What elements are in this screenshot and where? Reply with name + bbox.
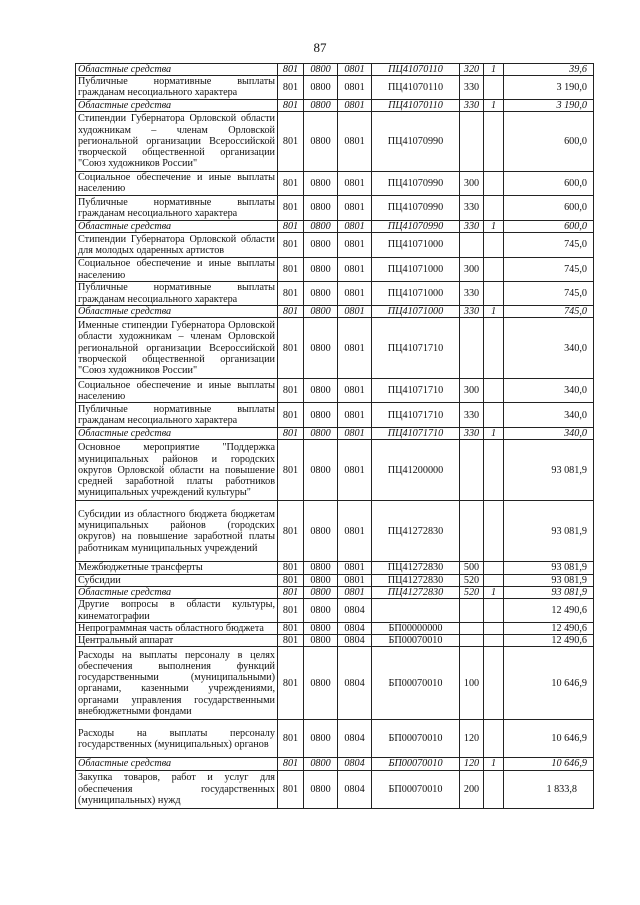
row-target-article-cell: БП00070010 xyxy=(372,720,460,758)
row-source-cell xyxy=(484,574,504,586)
row-name-cell: Расходы на выплаты персоналу государственных (муниципальных) органов xyxy=(76,720,278,758)
table-row xyxy=(76,76,594,99)
row-subsection-cell: 0801 xyxy=(338,428,372,440)
table-row xyxy=(76,111,594,171)
row-grbs-cell: 801 xyxy=(278,501,304,562)
row-source-cell xyxy=(484,623,504,635)
row-subsection-cell: 0801 xyxy=(338,562,372,574)
row-amount-cell: 600,0 xyxy=(504,220,594,232)
row-grbs-cell: 801 xyxy=(278,306,304,318)
row-expense-type-cell: 330 xyxy=(460,306,484,318)
row-source-cell: 1 xyxy=(484,220,504,232)
row-amount-cell: 93 081,9 xyxy=(504,562,594,574)
row-section-cell: 0800 xyxy=(304,282,338,306)
row-section-cell: 0800 xyxy=(304,586,338,598)
row-subsection-cell: 0801 xyxy=(338,282,372,306)
budget-table-body xyxy=(76,64,594,809)
table-row xyxy=(76,233,594,258)
row-subsection-cell: 0801 xyxy=(338,306,372,318)
row-subsection-cell: 0801 xyxy=(338,379,372,403)
row-name-cell: Социальное обеспечение и иные выплаты населению xyxy=(76,171,278,195)
row-source-cell xyxy=(484,111,504,171)
row-amount-cell: 10 646,9 xyxy=(504,758,594,770)
row-amount-cell: 600,0 xyxy=(504,195,594,220)
row-section-cell: 0800 xyxy=(304,76,338,99)
row-target-article-cell: ПЦ41071710 xyxy=(372,379,460,403)
row-expense-type-cell: 200 xyxy=(460,770,484,808)
row-expense-type-cell xyxy=(460,318,484,379)
row-grbs-cell: 801 xyxy=(278,562,304,574)
row-name-cell: Областные средства xyxy=(76,220,278,232)
row-name-cell: Областные средства xyxy=(76,99,278,111)
row-section-cell: 0800 xyxy=(304,758,338,770)
table-row xyxy=(76,258,594,282)
row-subsection-cell: 0804 xyxy=(338,635,372,647)
row-target-article-cell: БП00070010 xyxy=(372,770,460,808)
row-grbs-cell: 801 xyxy=(278,171,304,195)
row-section-cell: 0800 xyxy=(304,99,338,111)
row-amount-cell: 93 081,9 xyxy=(504,586,594,598)
table-row xyxy=(76,171,594,195)
row-source-cell xyxy=(484,282,504,306)
row-source-cell: 1 xyxy=(484,64,504,76)
row-name-cell: Стипендии Губернатора Орловской области для молодых одаренных артистов xyxy=(76,233,278,258)
row-name-cell: Именные стипендии Губернатора Орловской области художникам – членам Орловской региональной организации Всероссийской творческой общественной организации "Союз художников России" xyxy=(76,318,278,379)
row-subsection-cell: 0801 xyxy=(338,440,372,501)
row-expense-type-cell: 500 xyxy=(460,562,484,574)
row-name-cell: Публичные нормативные выплаты гражданам несоциального характера xyxy=(76,403,278,428)
row-section-cell: 0800 xyxy=(304,258,338,282)
row-grbs-cell: 801 xyxy=(278,379,304,403)
row-source-cell: 1 xyxy=(484,428,504,440)
row-expense-type-cell xyxy=(460,635,484,647)
row-source-cell xyxy=(484,501,504,562)
row-target-article-cell: БП00070010 xyxy=(372,758,460,770)
row-source-cell xyxy=(484,76,504,99)
row-grbs-cell: 801 xyxy=(278,770,304,808)
row-amount-cell: 745,0 xyxy=(504,282,594,306)
row-section-cell: 0800 xyxy=(304,501,338,562)
row-expense-type-cell: 330 xyxy=(460,282,484,306)
row-expense-type-cell: 320 xyxy=(460,64,484,76)
row-subsection-cell: 0801 xyxy=(338,574,372,586)
row-target-article-cell: ПЦ41272830 xyxy=(372,586,460,598)
row-expense-type-cell: 300 xyxy=(460,258,484,282)
row-grbs-cell: 801 xyxy=(278,758,304,770)
table-row xyxy=(76,99,594,111)
row-source-cell xyxy=(484,233,504,258)
row-name-cell: Социальное обеспечение и иные выплаты населению xyxy=(76,258,278,282)
row-source-cell xyxy=(484,770,504,808)
row-amount-cell: 340,0 xyxy=(504,403,594,428)
row-subsection-cell: 0801 xyxy=(338,64,372,76)
row-source-cell xyxy=(484,647,504,720)
row-name-cell: Областные средства xyxy=(76,758,278,770)
budget-table xyxy=(75,63,594,809)
row-expense-type-cell: 520 xyxy=(460,574,484,586)
row-section-cell: 0800 xyxy=(304,64,338,76)
row-source-cell xyxy=(484,562,504,574)
row-target-article-cell: ПЦ41071710 xyxy=(372,318,460,379)
row-expense-type-cell xyxy=(460,501,484,562)
row-name-cell: Субсидии из областного бюджета бюджетам муниципальных районов (городских округов) на повышение заработной платы работникам муниципальных учреждений xyxy=(76,501,278,562)
row-grbs-cell: 801 xyxy=(278,233,304,258)
row-source-cell: 1 xyxy=(484,306,504,318)
row-subsection-cell: 0801 xyxy=(338,501,372,562)
row-amount-cell: 12 490,6 xyxy=(504,623,594,635)
row-name-cell: Непрограммная часть областного бюджета xyxy=(76,623,278,635)
row-target-article-cell: ПЦ41070990 xyxy=(372,220,460,232)
row-source-cell xyxy=(484,171,504,195)
table-row xyxy=(76,574,594,586)
row-section-cell: 0800 xyxy=(304,403,338,428)
table-row xyxy=(76,379,594,403)
row-grbs-cell: 801 xyxy=(278,195,304,220)
row-target-article-cell: ПЦ41272830 xyxy=(372,562,460,574)
row-amount-cell: 340,0 xyxy=(504,318,594,379)
row-name-cell: Областные средства xyxy=(76,306,278,318)
row-name-cell: Областные средства xyxy=(76,64,278,76)
row-section-cell: 0800 xyxy=(304,195,338,220)
row-expense-type-cell: 330 xyxy=(460,428,484,440)
table-row xyxy=(76,318,594,379)
table-row xyxy=(76,440,594,501)
table-row xyxy=(76,64,594,76)
row-subsection-cell: 0804 xyxy=(338,720,372,758)
row-section-cell: 0800 xyxy=(304,562,338,574)
row-name-cell: Публичные нормативные выплаты гражданам несоциального характера xyxy=(76,195,278,220)
table-row xyxy=(76,403,594,428)
row-source-cell: 1 xyxy=(484,99,504,111)
row-expense-type-cell: 330 xyxy=(460,99,484,111)
row-name-cell: Основное мероприятие "Поддержка муниципальных районов и городских округов Орловской области на повышение средней заработной платы работников муниципальных учреждений культуры" xyxy=(76,440,278,501)
table-row xyxy=(76,599,594,623)
row-name-cell: Стипендии Губернатора Орловской области художникам – членам Орловской региональной организации Всероссийской творческой общественной организации "Союз художников России" xyxy=(76,111,278,171)
row-amount-cell: 93 081,9 xyxy=(504,440,594,501)
row-target-article-cell: ПЦ41070990 xyxy=(372,111,460,171)
row-name-cell: Публичные нормативные выплаты гражданам несоциального характера xyxy=(76,76,278,99)
row-section-cell: 0800 xyxy=(304,233,338,258)
row-amount-cell: 745,0 xyxy=(504,258,594,282)
row-expense-type-cell xyxy=(460,111,484,171)
row-target-article-cell: ПЦ41071710 xyxy=(372,428,460,440)
row-target-article-cell: ПЦ41070990 xyxy=(372,195,460,220)
row-subsection-cell: 0801 xyxy=(338,220,372,232)
row-source-cell xyxy=(484,440,504,501)
row-amount-cell: 600,0 xyxy=(504,111,594,171)
table-row xyxy=(76,428,594,440)
row-source-cell: 1 xyxy=(484,586,504,598)
row-section-cell: 0800 xyxy=(304,306,338,318)
row-amount-cell: 12 490,6 xyxy=(504,599,594,623)
table-row xyxy=(76,647,594,720)
row-target-article-cell: ПЦ41071000 xyxy=(372,306,460,318)
table-row xyxy=(76,623,594,635)
row-subsection-cell: 0801 xyxy=(338,111,372,171)
row-name-cell: Расходы на выплаты персоналу в целях обеспечения выполнения функций государственными (муниципальными) органами, казенными учреждениями, органами управления государственными внебюджетными фондами xyxy=(76,647,278,720)
row-amount-cell: 745,0 xyxy=(504,233,594,258)
row-subsection-cell: 0804 xyxy=(338,770,372,808)
row-section-cell: 0800 xyxy=(304,171,338,195)
row-target-article-cell: ПЦ41071000 xyxy=(372,258,460,282)
row-grbs-cell: 801 xyxy=(278,574,304,586)
row-target-article-cell: ПЦ41272830 xyxy=(372,574,460,586)
row-expense-type-cell: 330 xyxy=(460,195,484,220)
row-target-article-cell: БП00070010 xyxy=(372,647,460,720)
row-section-cell: 0800 xyxy=(304,599,338,623)
row-grbs-cell: 801 xyxy=(278,318,304,379)
row-source-cell xyxy=(484,195,504,220)
row-expense-type-cell: 330 xyxy=(460,220,484,232)
table-row xyxy=(76,720,594,758)
row-subsection-cell: 0801 xyxy=(338,195,372,220)
table-row xyxy=(76,282,594,306)
row-amount-cell: 10 646,9 xyxy=(504,647,594,720)
row-name-cell: Межбюджетные трансферты xyxy=(76,562,278,574)
row-section-cell: 0800 xyxy=(304,574,338,586)
row-grbs-cell: 801 xyxy=(278,720,304,758)
row-target-article-cell: БП00070010 xyxy=(372,635,460,647)
row-subsection-cell: 0804 xyxy=(338,758,372,770)
row-name-cell: Центральный аппарат xyxy=(76,635,278,647)
row-source-cell xyxy=(484,599,504,623)
row-target-article-cell: ПЦ41071710 xyxy=(372,403,460,428)
row-section-cell: 0800 xyxy=(304,720,338,758)
row-amount-cell: 93 081,9 xyxy=(504,574,594,586)
row-expense-type-cell: 120 xyxy=(460,758,484,770)
row-subsection-cell: 0801 xyxy=(338,233,372,258)
row-expense-type-cell: 330 xyxy=(460,76,484,99)
row-name-cell: Публичные нормативные выплаты гражданам несоциального характера xyxy=(76,282,278,306)
row-subsection-cell: 0804 xyxy=(338,623,372,635)
row-name-cell: Другие вопросы в области культуры, кинематографии xyxy=(76,599,278,623)
row-section-cell: 0800 xyxy=(304,111,338,171)
row-expense-type-cell: 100 xyxy=(460,647,484,720)
row-source-cell xyxy=(484,403,504,428)
row-source-cell xyxy=(484,258,504,282)
row-amount-cell: 3 190,0 xyxy=(504,76,594,99)
row-subsection-cell: 0801 xyxy=(338,258,372,282)
row-target-article-cell: ПЦ41071000 xyxy=(372,233,460,258)
row-source-cell xyxy=(484,635,504,647)
row-expense-type-cell: 330 xyxy=(460,403,484,428)
row-section-cell: 0800 xyxy=(304,647,338,720)
row-target-article-cell: ПЦ41070110 xyxy=(372,76,460,99)
row-grbs-cell: 801 xyxy=(278,599,304,623)
row-grbs-cell: 801 xyxy=(278,220,304,232)
row-amount-cell: 340,0 xyxy=(504,428,594,440)
row-subsection-cell: 0801 xyxy=(338,99,372,111)
row-source-cell xyxy=(484,379,504,403)
row-name-cell: Социальное обеспечение и иные выплаты населению xyxy=(76,379,278,403)
row-amount-cell: 340,0 xyxy=(504,379,594,403)
table-row xyxy=(76,501,594,562)
row-target-article-cell xyxy=(372,599,460,623)
row-subsection-cell: 0801 xyxy=(338,171,372,195)
row-amount-cell: 93 081,9 xyxy=(504,501,594,562)
row-expense-type-cell: 300 xyxy=(460,379,484,403)
row-grbs-cell: 801 xyxy=(278,428,304,440)
table-row xyxy=(76,562,594,574)
row-grbs-cell: 801 xyxy=(278,258,304,282)
table-row xyxy=(76,306,594,318)
table-row xyxy=(76,770,594,808)
table-row xyxy=(76,758,594,770)
row-amount-cell: 3 190,0 xyxy=(504,99,594,111)
row-section-cell: 0800 xyxy=(304,220,338,232)
row-name-cell: Областные средства xyxy=(76,428,278,440)
row-amount-cell: 12 490,6 xyxy=(504,635,594,647)
row-subsection-cell: 0804 xyxy=(338,647,372,720)
table-row xyxy=(76,220,594,232)
row-grbs-cell: 801 xyxy=(278,99,304,111)
row-amount-cell: 39,6 xyxy=(504,64,594,76)
row-grbs-cell: 801 xyxy=(278,76,304,99)
table-row xyxy=(76,195,594,220)
page-number: 87 xyxy=(313,40,327,55)
row-section-cell: 0800 xyxy=(304,379,338,403)
row-amount-cell: 745,0 xyxy=(504,306,594,318)
row-subsection-cell: 0801 xyxy=(338,586,372,598)
row-subsection-cell: 0804 xyxy=(338,599,372,623)
row-target-article-cell: ПЦ41070110 xyxy=(372,99,460,111)
row-grbs-cell: 801 xyxy=(278,586,304,598)
row-source-cell xyxy=(484,720,504,758)
row-source-cell: 1 xyxy=(484,758,504,770)
row-expense-type-cell: 300 xyxy=(460,171,484,195)
row-section-cell: 0800 xyxy=(304,428,338,440)
row-subsection-cell: 0801 xyxy=(338,403,372,428)
row-name-cell: Субсидии xyxy=(76,574,278,586)
row-expense-type-cell xyxy=(460,440,484,501)
row-section-cell: 0800 xyxy=(304,770,338,808)
row-amount-cell: 10 646,9 xyxy=(504,720,594,758)
row-grbs-cell: 801 xyxy=(278,647,304,720)
row-name-cell: Областные средства xyxy=(76,586,278,598)
row-expense-type-cell: 520 xyxy=(460,586,484,598)
row-grbs-cell: 801 xyxy=(278,64,304,76)
row-amount-cell: 600,0 xyxy=(504,171,594,195)
row-target-article-cell: БП00000000 xyxy=(372,623,460,635)
row-grbs-cell: 801 xyxy=(278,623,304,635)
row-target-article-cell: ПЦ41070110 xyxy=(372,64,460,76)
row-subsection-cell: 0801 xyxy=(338,318,372,379)
row-grbs-cell: 801 xyxy=(278,111,304,171)
row-expense-type-cell: 120 xyxy=(460,720,484,758)
row-expense-type-cell xyxy=(460,233,484,258)
row-grbs-cell: 801 xyxy=(278,635,304,647)
row-target-article-cell: ПЦ41070990 xyxy=(372,171,460,195)
row-grbs-cell: 801 xyxy=(278,403,304,428)
row-source-cell xyxy=(484,318,504,379)
row-target-article-cell: ПЦ41272830 xyxy=(372,501,460,562)
row-expense-type-cell xyxy=(460,623,484,635)
row-subsection-cell: 0801 xyxy=(338,76,372,99)
row-section-cell: 0800 xyxy=(304,440,338,501)
row-expense-type-cell xyxy=(460,599,484,623)
row-target-article-cell: ПЦ41200000 xyxy=(372,440,460,501)
table-row xyxy=(76,635,594,647)
row-section-cell: 0800 xyxy=(304,635,338,647)
row-target-article-cell: ПЦ41071000 xyxy=(372,282,460,306)
row-grbs-cell: 801 xyxy=(278,282,304,306)
row-grbs-cell: 801 xyxy=(278,440,304,501)
row-amount-cell: 1 833,8 xyxy=(504,770,594,808)
row-section-cell: 0800 xyxy=(304,318,338,379)
table-row xyxy=(76,586,594,598)
row-section-cell: 0800 xyxy=(304,623,338,635)
row-name-cell: Закупка товаров, работ и услуг для обеспечения государственных (муниципальных) нужд xyxy=(76,770,278,808)
